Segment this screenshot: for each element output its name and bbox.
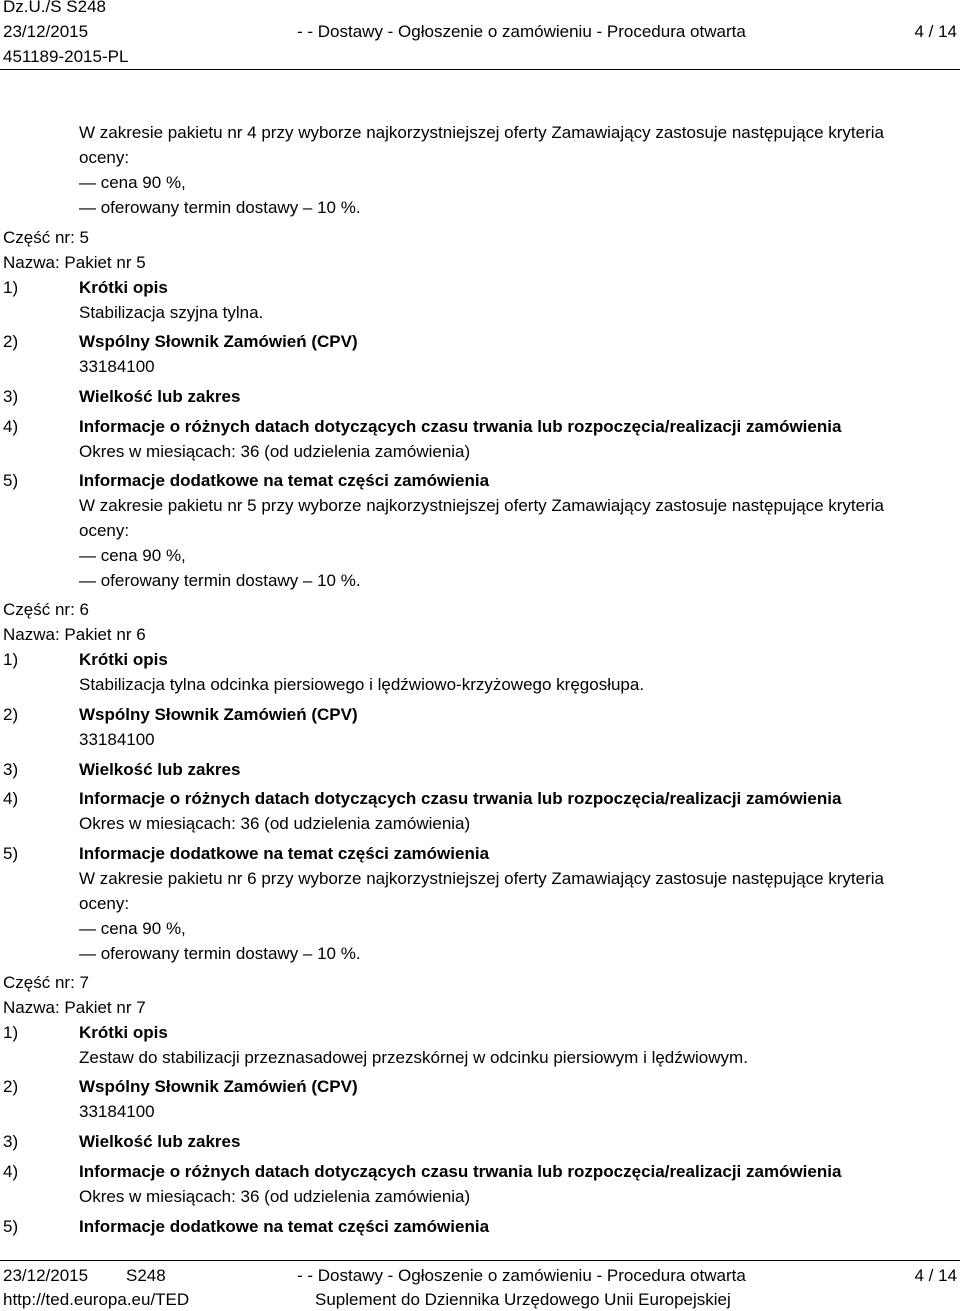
cpv-code: 33184100 [79,730,155,749]
section-number: 1) [3,1023,19,1042]
criteria-label: oceny: [79,521,130,540]
section-number: 5) [3,844,19,863]
section-heading-short-description: Krótki opis [79,650,168,669]
section-number: 1) [3,650,19,669]
duration-period: Okres w miesiącach: 36 (od udzielenia zamówienia) [79,814,471,833]
journal-ref: Dz.U./S S248 [3,0,106,16]
criterion-price: — cena 90 %, [79,546,186,565]
section-heading-scope: Wielkość lub zakres [79,1132,241,1151]
duration-period: Okres w miesiącach: 36 (od udzielenia zamówienia) [79,442,471,461]
section-heading-scope: Wielkość lub zakres [79,760,241,779]
section-heading-short-description: Krótki opis [79,1023,168,1042]
short-description: Zestaw do stabilizacji przeznasadowej przezskórnej w odcinku piersiowym i lędźwiowym. [79,1048,748,1067]
section-number: 4) [3,789,19,808]
short-description: Stabilizacja szyjna tylna. [79,303,264,322]
section-number: 3) [3,760,19,779]
cpv-code: 33184100 [79,1102,155,1121]
footer-supplement: Suplement do Dziennika Urzędowego Unii Europejskiej [315,1290,731,1309]
footer-title: - - Dostawy - Ogłoszenie o zamówieniu - Procedura otwarta [297,1266,746,1285]
criterion-price: — cena 90 %, [79,919,186,938]
part-number: Część nr: 7 [3,973,89,992]
section-heading-dates: Informacje o różnych datach dotyczących czasu trwania lub rozpoczęcia/realizacji zamówienia [79,789,842,808]
criteria-label: oceny: [79,894,130,913]
section-number: 5) [3,471,19,490]
section-heading-short-description: Krótki opis [79,278,168,297]
criterion-price: — cena 90 %, [79,173,186,192]
criteria-intro: W zakresie pakietu nr 5 przy wyborze najkorzystniejszej oferty Zamawiający zastosuje następujące kryteria [79,496,884,515]
duration-period: Okres w miesiącach: 36 (od udzielenia zamówienia) [79,1187,471,1206]
section-number: 5) [3,1217,19,1236]
cpv-code: 33184100 [79,357,155,376]
section-heading-additional-info: Informacje dodatkowe na temat części zamówienia [79,471,490,490]
header-page-number: 4 / 14 [914,22,957,41]
part-name: Nazwa: Pakiet nr 5 [3,253,146,272]
section-number: 4) [3,417,19,436]
section-number: 3) [3,387,19,406]
header-date: 23/12/2015 [3,22,89,41]
criteria-intro: W zakresie pakietu nr 6 przy wyborze najkorzystniejszej oferty Zamawiający zastosuje następujące kryteria [79,869,884,888]
header-divider [0,69,960,70]
section-number: 4) [3,1162,19,1181]
footer-divider [0,1260,960,1261]
section-heading-additional-info: Informacje dodatkowe na temat części zamówienia [79,1217,490,1236]
footer-series: S248 [126,1266,166,1285]
section-heading-cpv: Wspólny Słownik Zamówień (CPV) [79,332,358,351]
criteria-intro: W zakresie pakietu nr 4 przy wyborze najkorzystniejszej oferty Zamawiający zastosuje następujące kryteria [79,123,884,142]
document-id: 451189-2015-PL [3,47,129,66]
criterion-delivery: — oferowany termin dostawy – 10 %. [79,571,361,590]
section-heading-additional-info: Informacje dodatkowe na temat części zamówienia [79,844,490,863]
ted-link[interactable]: http://ted.europa.eu/TED [3,1290,190,1309]
section-number: 1) [3,278,19,297]
part-name: Nazwa: Pakiet nr 7 [3,998,146,1017]
criterion-delivery: — oferowany termin dostawy – 10 %. [79,198,361,217]
section-heading-cpv: Wspólny Słownik Zamówień (CPV) [79,705,358,724]
section-heading-cpv: Wspólny Słownik Zamówień (CPV) [79,1077,358,1096]
footer-page-number: 4 / 14 [914,1266,957,1285]
part-number: Część nr: 5 [3,228,89,247]
header-title: - - Dostawy - Ogłoszenie o zamówieniu - Procedura otwarta [297,22,746,41]
criteria-label: oceny: [79,148,130,167]
part-number: Część nr: 6 [3,600,89,619]
section-number: 2) [3,705,19,724]
short-description: Stabilizacja tylna odcinka piersiowego i lędźwiowo-krzyżowego kręgosłupa. [79,675,645,694]
section-heading-dates: Informacje o różnych datach dotyczących czasu trwania lub rozpoczęcia/realizacji zamówienia [79,1162,842,1181]
section-heading-dates: Informacje o różnych datach dotyczących czasu trwania lub rozpoczęcia/realizacji zamówienia [79,417,842,436]
section-number: 2) [3,332,19,351]
section-number: 3) [3,1132,19,1151]
section-number: 2) [3,1077,19,1096]
part-name: Nazwa: Pakiet nr 6 [3,625,146,644]
section-heading-scope: Wielkość lub zakres [79,387,241,406]
criterion-delivery: — oferowany termin dostawy – 10 %. [79,944,361,963]
footer-date: 23/12/2015 [3,1266,89,1285]
